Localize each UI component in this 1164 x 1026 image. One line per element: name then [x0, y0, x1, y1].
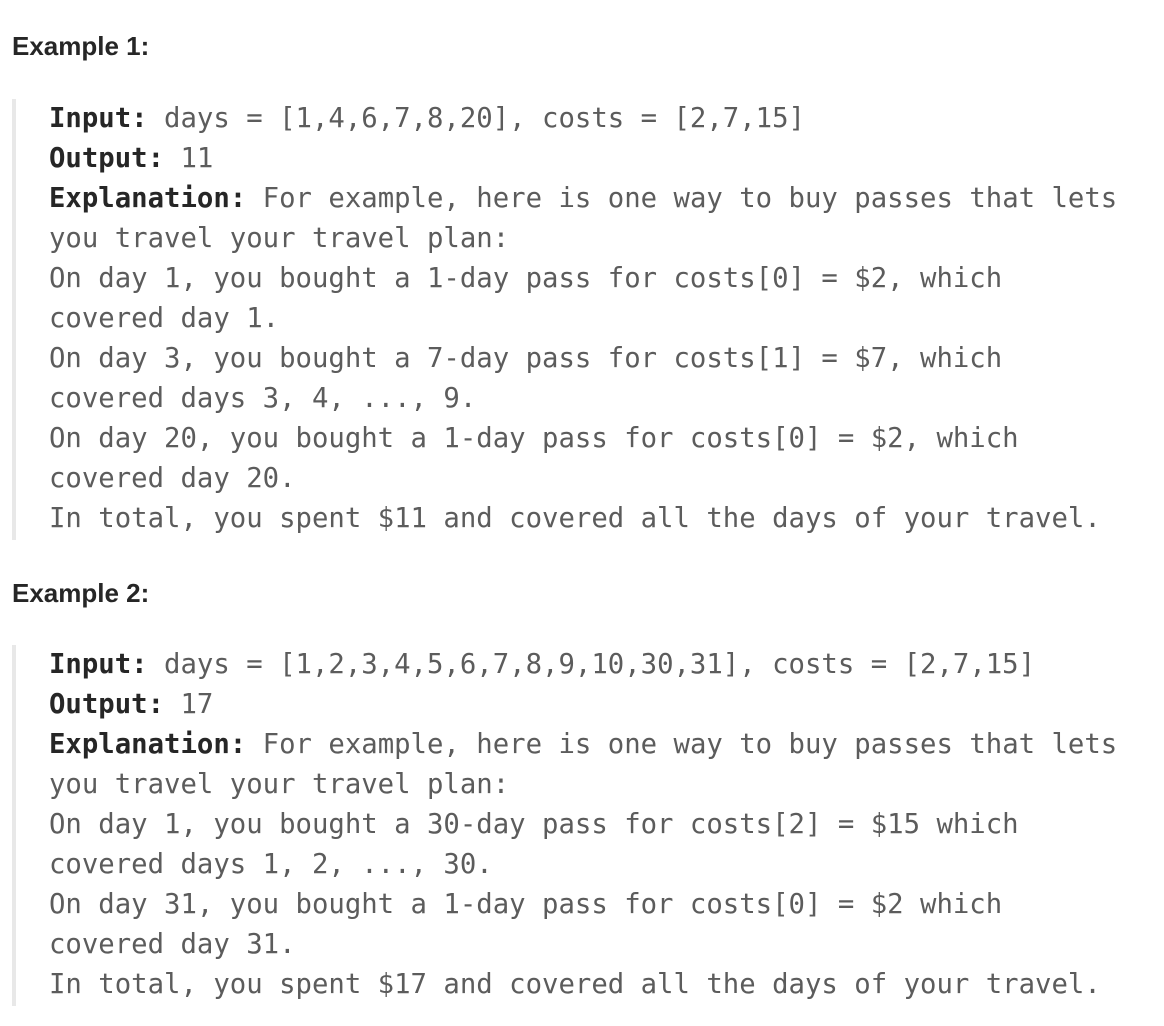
input-value: days = [1,4,6,7,8,20], costs = [2,7,15] — [147, 103, 805, 134]
explanation-text: covered day 31. — [49, 929, 296, 960]
example-2-explanation-line — [49, 725, 1152, 765]
explanation-text: For example, here is one way to buy passes that lets — [246, 729, 1118, 760]
explanation-text: covered day 1. — [49, 303, 280, 334]
example-1-input-line — [49, 99, 1152, 139]
example-1-output-line — [49, 139, 1152, 179]
example-1-code-block — [12, 99, 1152, 540]
explanation-text: you travel your travel plan: — [49, 769, 510, 800]
example-1-explanation-line — [49, 179, 1152, 219]
explanation-text: On day 1, you bought a 30-day pass for costs[2] = $15 which — [49, 809, 1019, 840]
explanation-text: On day 3, you bought a 7-day pass for costs[1] = $7, which — [49, 343, 1003, 374]
explanation-label: Explanation: — [49, 183, 247, 214]
explanation-text: In total, you spent $11 and covered all the days of your travel. — [49, 503, 1101, 534]
explanation-text: On day 1, you bought a 1-day pass for costs[0] = $2, which — [49, 263, 1003, 294]
explanation-text: On day 20, you bought a 1-day pass for costs[0] = $2, which — [49, 423, 1019, 454]
output-value: 17 — [164, 689, 214, 720]
example-1-heading: Example 1: — [12, 31, 150, 61]
explanation-text: In total, you spent $17 and covered all the days of your travel. — [49, 969, 1101, 1000]
explanation-text: For example, here is one way to buy passes that lets — [246, 183, 1118, 214]
example-2-input-line — [49, 645, 1152, 685]
explanation-text: covered days 3, 4, ..., 9. — [49, 383, 477, 414]
example-2-code-block — [12, 645, 1152, 1006]
example-2-output-line — [49, 685, 1152, 725]
explanation-label: Explanation: — [49, 729, 247, 760]
explanation-text: you travel your travel plan: — [49, 223, 510, 254]
example-2-heading: Example 2: — [12, 578, 150, 608]
input-value: days = [1,2,3,4,5,6,7,8,9,10,30,31], costs = [2,7,15] — [147, 649, 1036, 680]
output-label: Output: — [49, 143, 165, 174]
input-label: Input: — [49, 649, 148, 680]
output-value: 11 — [164, 143, 214, 174]
explanation-text: On day 31, you bought a 1-day pass for costs[0] = $2 which — [49, 889, 1003, 920]
input-label: Input: — [49, 103, 148, 134]
explanation-text: covered day 20. — [49, 463, 296, 494]
output-label: Output: — [49, 689, 165, 720]
explanation-text: covered days 1, 2, ..., 30. — [49, 849, 493, 880]
